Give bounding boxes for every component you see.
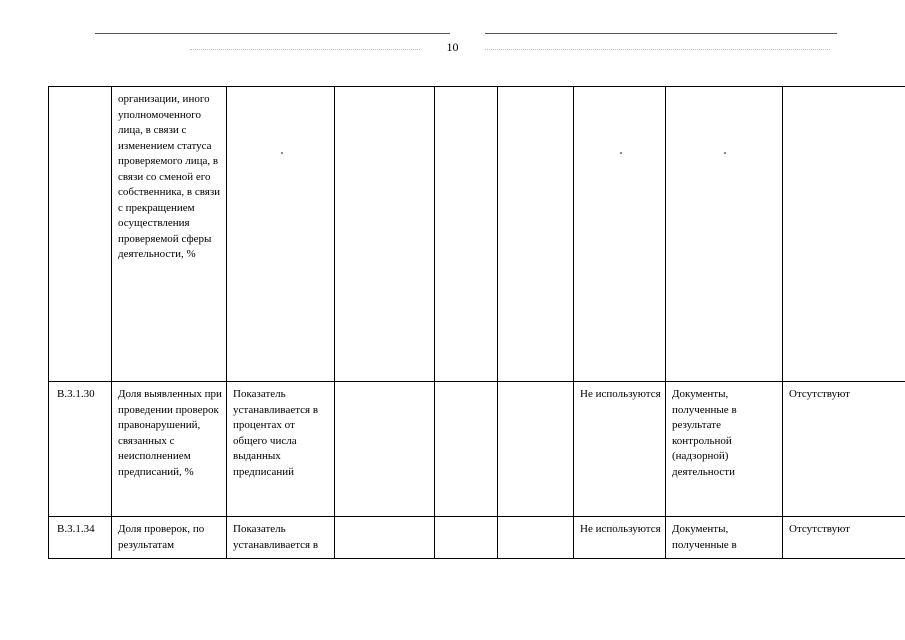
cell-sources: Документы, полученные в результате контрольной (надзорной) деятельности bbox=[666, 382, 783, 517]
header-dots-left bbox=[190, 49, 420, 50]
header-rule-right bbox=[485, 33, 837, 34]
cell-col6 bbox=[498, 382, 574, 517]
scan-mark bbox=[620, 152, 622, 154]
cell-sources: Документы, полученные в bbox=[666, 517, 783, 559]
indicators-table bbox=[48, 86, 905, 559]
header-rule-left bbox=[95, 33, 450, 34]
cell-notes bbox=[783, 87, 905, 382]
cell-method: Показатель устанавливается в bbox=[227, 517, 335, 559]
header-dots-right bbox=[485, 49, 830, 50]
table-row bbox=[49, 87, 905, 382]
cell-col4 bbox=[335, 87, 435, 382]
cell-notes: Отсутствуют bbox=[783, 517, 905, 559]
cell-col5 bbox=[435, 517, 498, 559]
cell-name: организации, иного уполномоченного лица, в связи с изменением статуса проверяемого лица, в связи со сменой его собственника, в связи с прекращением осуществления проверяемой сферы деятельности, % bbox=[112, 87, 227, 382]
cell-name: Доля проверок, по результатам bbox=[112, 517, 227, 559]
table-row bbox=[49, 517, 905, 559]
cell-method bbox=[227, 87, 335, 382]
cell-coefficients: Не используются bbox=[574, 517, 666, 559]
cell-col4 bbox=[335, 382, 435, 517]
cell-col4 bbox=[335, 517, 435, 559]
cell-col5 bbox=[435, 382, 498, 517]
page-number: 10 bbox=[446, 40, 459, 54]
scan-mark bbox=[724, 152, 726, 154]
table-row bbox=[49, 382, 905, 517]
cell-coefficients bbox=[574, 87, 666, 382]
cell-coefficients: Не используются bbox=[574, 382, 666, 517]
cell-sources bbox=[666, 87, 783, 382]
cell-col6 bbox=[498, 87, 574, 382]
cell-code: В.3.1.30 bbox=[49, 382, 112, 517]
cell-method: Показатель устанавливается в процентах от общего числа выданных предписаний bbox=[227, 382, 335, 517]
cell-code: В.3.1.34 bbox=[49, 517, 112, 559]
cell-code bbox=[49, 87, 112, 382]
scan-mark bbox=[281, 152, 283, 154]
cell-notes: Отсутствуют bbox=[783, 382, 905, 517]
cell-name: Доля выявленных при проведении проверок правонарушений, связанных с неисполнением предписаний, % bbox=[112, 382, 227, 517]
cell-col5 bbox=[435, 87, 498, 382]
cell-col6 bbox=[498, 517, 574, 559]
